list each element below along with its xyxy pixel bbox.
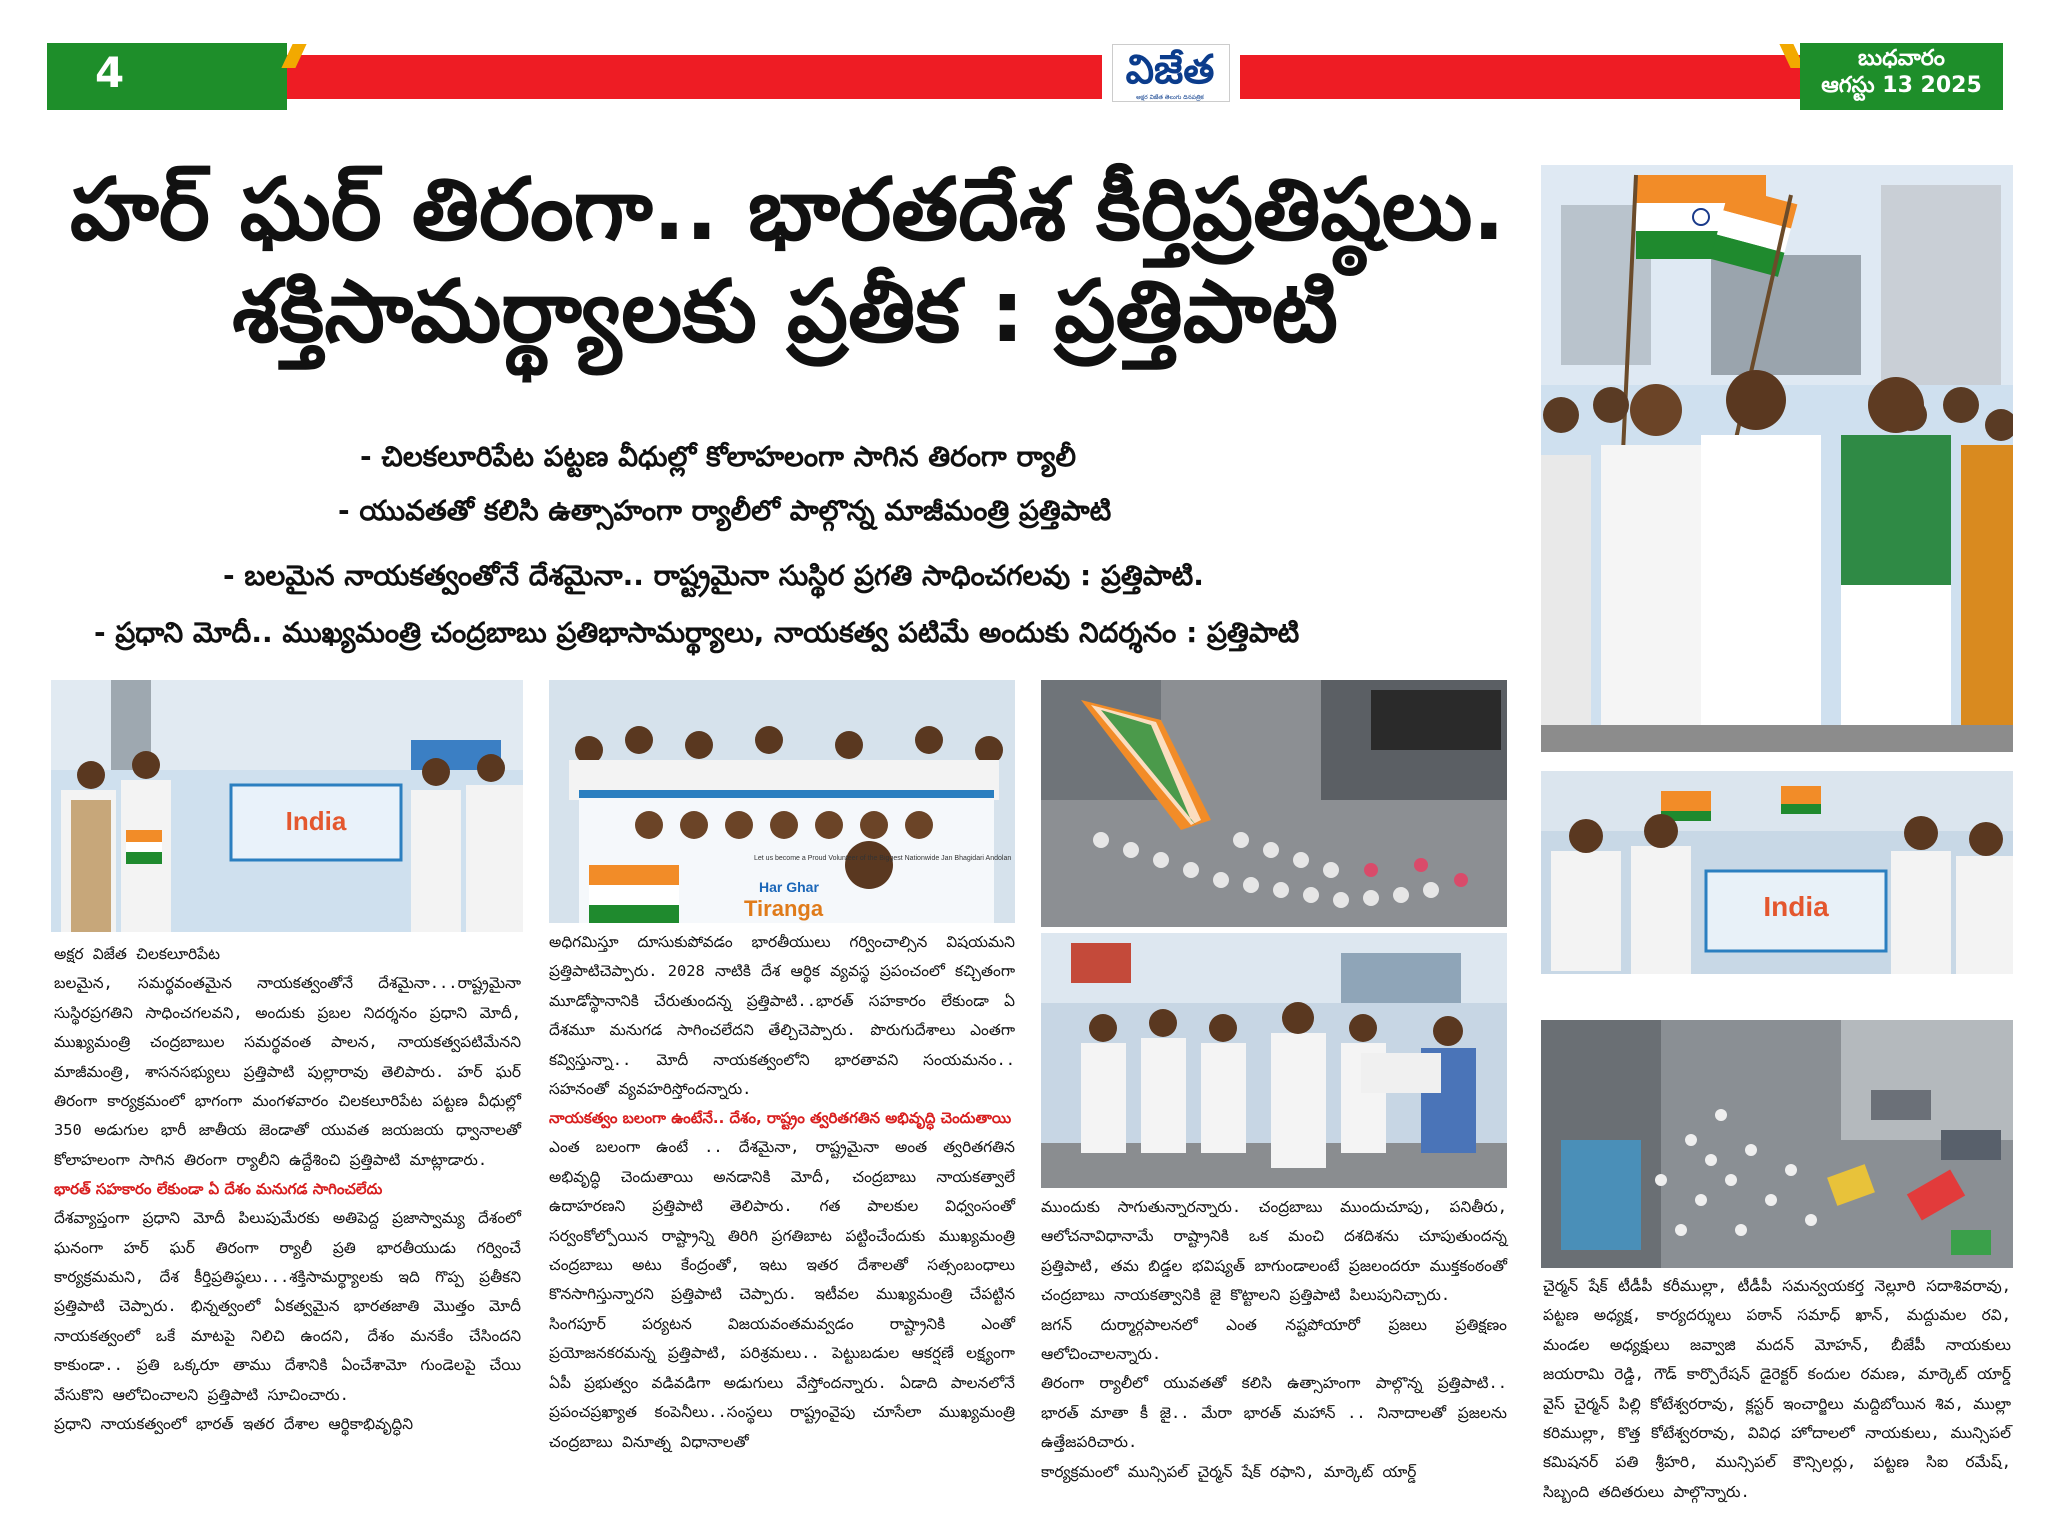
page-number-box bbox=[47, 43, 287, 110]
page-number: 4 bbox=[95, 48, 125, 97]
photo-leaders-walking bbox=[1041, 933, 1507, 1188]
masthead-red-bar-left bbox=[287, 55, 1102, 99]
article-column-2 bbox=[549, 928, 1015, 1457]
article-col4-para-1: చైర్మన్ షేక్ టీడీపీ కరీముల్లా, టీడీపీ సమన్వయకర్త నెల్లూరి సదాశివరావు, పట్టణ అధ్యక్ష, కార్యదర్శులు పఠాన్ సమాధ్ ఖాన్, మద్దుమల రవి, మండల అధ్యక్షులు జవ్వాజి మదన్ మోహన్, బీజేపీ నాయకులు జయరామి రెడ్డి, గౌడ్ కార్పొరేషన్ డైరెక్టర్ కందుల రమణ, మార్కెట్ యార్డ్ వైస్ చైర్మన్ పిల్లి కోటేశ్వరరావు, క్లస్టర్ ఇంచార్జిలు మద్దిబోయిన శివ, ముల్లా కరిముల్లా, కొత్త కోటేశ్వరరావు, వివిధ హోదాలలో నాయకులు, మున్సిపల్ కమిషనర్ పతి శ్రీహరి, మున్సిపల్ కౌన్సిలర్లు, పట్టణ సిఐ రమేష్, సిబ్బంది తదితరులు పాల్గొన్నారు. bbox=[1543, 1277, 2011, 1501]
photo-banner-group-left bbox=[51, 680, 523, 932]
article-subsection-2: నాయకత్వం బలంగా ఉంటేనే.. దేశం, రాష్ట్రం త్వరితగతిన అభివృద్ధి చెందుతాయి bbox=[549, 1109, 1012, 1128]
article-column-1 bbox=[54, 940, 521, 1440]
article-column-3 bbox=[1041, 1193, 1507, 1487]
article-subsection-1: భారత్ సహకారం లేకుండా ఏ దేశం మనుగడ సాగించలేదు bbox=[54, 1180, 383, 1199]
photo-long-flag-street bbox=[1041, 680, 1507, 927]
banner-small-line: Let us become a Proud Volunteer of the Biggest Nationwide Jan Bhagidari Andolan bbox=[754, 855, 1012, 862]
article-col3-para-4: కార్యక్రమంలో మున్సిపల్ చైర్మన్ షేక్ రఫాని, మార్కెట్ యార్డ్ bbox=[1041, 1462, 1417, 1481]
article-col3-para-1: ముందుకు సాగుతున్నారన్నారు. చంద్రబాబు ముందుచూపు, పనితీరు, ఆలోచనావిధానామే రాష్ట్రానికి ఒక మంచి దశదిశను చూపుతుందన్న ప్రత్తిపాటి, తమ బిడ్డల భవిష్యత్ బాగుండాలంటే ప్రజలందరూ ముక్తకంఠంతో చంద్రబాబు నాయకత్వానికి జై కొట్టాలని ప్రత్తిపాటి పిలుపునిచ్చారు. bbox=[1041, 1198, 1507, 1305]
subhead-1: - చిలకలూరిపేట పట్టణ వీధుల్లో కోలాహలంగా సాగిన తిరంగా ర్యాలీ bbox=[360, 440, 1077, 473]
article-column-4 bbox=[1543, 1272, 2011, 1507]
article-col1-para-2: దేశవ్యాప్తంగా ప్రధాని మోదీ పిలుపుమేరకు అతిపెద్ద ప్రజాస్వామ్య దేశంలో ఘనంగా హర్ ఘర్ తిరంగా ర్యాలీ ప్రతి భారతీయుడు గర్వించే కార్యక్రమమని, దేశ కీర్తిప్రతిష్ఠలు...శక్తిసామర్థ్యాలకు ఇది గొప్ప ప్రతీకని ప్రత్తిపాటి చెప్పారు. భిన్నత్వంలో ఏకత్వమైన భారతజాతి మొత్తం మోదీ నాయకత్వంలో ఒకే మాటపై నిలిచి ఉందని, దేశం మనకేం చేసిందని కాకుండా.. ప్రతి ఒక్కరూ తాము దేశానికి ఏంచేశామో గుండెలపై చేయి వేసుకొని ఆలోచించాలని ప్రత్తిపాటి సూచించారు. bbox=[54, 1209, 521, 1404]
banner-har-ghar-text: Har Ghar bbox=[759, 879, 819, 895]
date-day: బుధవారం bbox=[1858, 46, 1945, 71]
subhead-3: - బలమైన నాయకత్వంతోనే దేశమైనా.. రాష్ట్రమైనా సుస్థిర ప్రగతి సాధించగలవు : ప్రత్తిపాటి. bbox=[223, 559, 1204, 592]
masthead-logo: విజేత bbox=[1125, 46, 1215, 93]
banner-tiranga-text: Tiranga bbox=[744, 896, 824, 921]
photo-aerial-rally bbox=[1541, 1020, 2013, 1268]
article-col3-para-3: తిరంగా ర్యాలీలో యువతతో కలిసి ఉత్సాహంగా పాల్గొన్న ప్రత్తిపాటి.. భారత్ మాతా కీ జై.. మేరా భారత్ మహాన్ .. నినాదాలతో ప్రజలను ఉత్తేజపరిచారు. bbox=[1041, 1374, 1507, 1452]
photo-rally-banner-right bbox=[1541, 771, 2013, 974]
headline-line-1: హర్ ఘర్ తిరంగా.. భారతదేశ కీర్తిప్రతిష్ఠలు. bbox=[70, 160, 1506, 260]
article-col1-para-3: ప్రధాని నాయకత్వంలో భారత్ ఇతర దేశాల ఆర్థికాభివృద్ధిని bbox=[54, 1415, 414, 1434]
subhead-2: - యువతతో కలిసి ఉత్సాహంగా ర్యాలీలో పాల్గొన్న మాజీమంత్రి ప్రత్తిపాటి bbox=[338, 494, 1112, 527]
article-dateline: అక్షర విజేత చిలకలూరిపేట bbox=[54, 945, 221, 963]
photo-leaders-with-flags bbox=[1541, 165, 2013, 752]
article-col3-para-2: జగన్ దుర్మార్గపాలనలో ఎంత నష్టపోయారో ప్రజలు ప్రతిక్షణం ఆలోచించాలన్నారు. bbox=[1041, 1315, 1507, 1364]
subhead-4: - ప్రధాని మోదీ.. ముఖ్యమంత్రి చంద్రబాబు ప్రతిభాసామర్థ్యాలు, నాయకత్వ పటిమే అందుకు నిదర్శనం : ప్రత్తిపాటి bbox=[94, 616, 1300, 649]
photo-har-ghar-tiranga-banner bbox=[549, 680, 1015, 923]
banner-india-text-right: India bbox=[1763, 891, 1829, 922]
masthead-red-bar-right bbox=[1240, 55, 1815, 99]
date-full: ఆగస్టు 13 2025 bbox=[1821, 73, 1982, 98]
masthead-logo-tagline: అక్షర విజేత తెలుగు దినపత్రిక bbox=[1136, 94, 1204, 101]
banner-india-text-left: India bbox=[285, 806, 347, 836]
headline-line-2: శక్తిసామర్థ్యాలకు ప్రతీక : ప్రత్తిపాటి bbox=[232, 262, 1338, 362]
article-col2-para-2: ఎంత బలంగా ఉంటే .. దేశమైనా, రాష్ట్రమైనా అంత త్వరితగతిన అభివృద్ధి చెందుతాయి అనడానికి మోదీ, చంద్రబాబు నాయకత్వాలే ఉదాహరణని ప్రత్తిపాటి తెలిపారు. గత పాలకుల విధ్వంసంతో సర్వంకోల్పోయిన రాష్ట్రాన్ని తిరిగి ప్రగతిబాట పట్టించేందుకు ముఖ్యమంత్రి చంద్రబాబు అటు కేంద్రంతో, ఇటు ఇతర దేశాలతో సత్సంబంధాలు కొనసాగిస్తున్నారని ప్రత్తిపాటి చెప్పారు. ఇటీవల ముఖ్యమంత్రి చేపట్టిన సింగపూర్ పర్యటన విజయవంతమవ్వడం రాష్ట్రానికి ఎంతో ప్రయోజనకరమన్న ప్రత్తిపాటి, పరిశ్రమలు.. పెట్టుబడుల ఆకర్షణే లక్ష్యంగా ఏపీ ప్రభుత్వం వడివడిగా అడుగులు వేస్తోందన్నారు. ఏడాది పాలనలోనే ప్రపంచప్రఖ్యాత కంపెనీలు..సంస్థలు రాష్ట్రంవైపు చూసేలా ముఖ్యమంత్రి చంద్రబాబు వినూత్న విధానాలతో bbox=[549, 1138, 1015, 1451]
article-col1-para-1: బలమైన, సమర్థవంతమైన నాయకత్వంతోనే దేశమైనా...రాష్ట్రమైనా సుస్థిరప్రగతిని సాధించగలవని, అందుకు ప్రబల నిదర్శనం ప్రధాని మోదీ, ముఖ్యమంత్రి చంద్రబాబుల సమర్థవంత పాలన, నాయకత్వపటిమేనని మాజీమంత్రి, శాసనసభ్యులు ప్రత్తిపాటి పుల్లారావు తెలిపారు. హర్ ఘర్ తిరంగా కార్యక్రమంలో భాగంగా మంగళవారం చిలకలూరిపేట పట్టణ వీధుల్లో 350 అడుగుల భారీ జాతీయ జెండాతో యువత జయజయ ధ్వానాలతో కోలాహలంగా సాగిన తిరంగా ర్యాలీని ఉద్దేశించి ప్రత్తిపాటి మాట్లాడారు. bbox=[54, 974, 521, 1169]
article-col2-para-1: అధిగమిస్తూ దూసుకుపోవడం భారతీయులు గర్వించాల్సిన విషయమని ప్రత్తిపాటిచెప్పారు. 2028 నాటికి దేశ ఆర్థిక వ్యవస్థ ప్రపంచంలో కచ్చితంగా మూడోస్థానానికి చేరుతుందన్న ప్రత్తిపాటి..భారత్ సహకారం లేకుండా ఏ దేశమూ మనుగడ సాగించలేదని తేల్చిచెప్పారు. పొరుగుదేశాలు ఎంతగా కవ్విస్తున్నా.. మోదీ నాయకత్వంలోని భారతావని సంయమనం.. సహనంతో వ్యవహరిస్తోందన్నారు. bbox=[549, 933, 1015, 1099]
